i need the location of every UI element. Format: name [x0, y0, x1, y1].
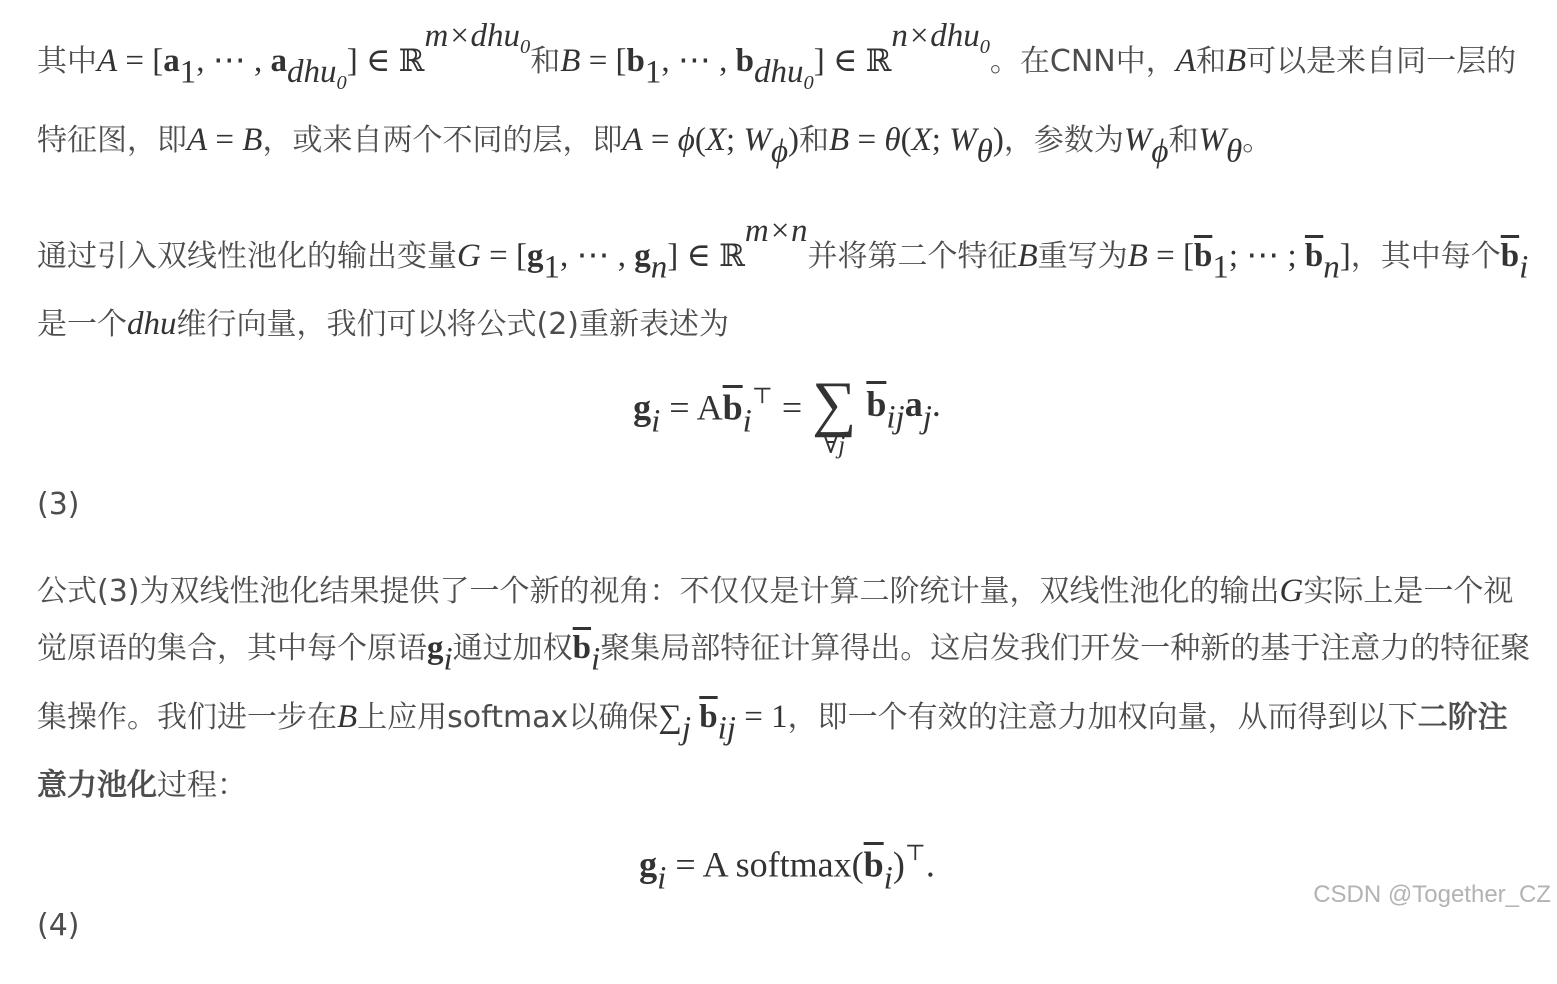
- text: 和: [530, 43, 561, 79]
- text: ，即一个有效的注意力加权向量，从而得到以下: [787, 699, 1418, 735]
- text: 和: [799, 123, 830, 159]
- text: 通过引入双线性池化的输出变量: [37, 238, 457, 274]
- text: 和: [1195, 43, 1226, 79]
- text: 实际上是一个视觉原语的集合，其中每个原语: [37, 574, 1514, 667]
- text: 。: [1242, 123, 1273, 159]
- watermark: CSDN @Together_CZ: [1313, 881, 1551, 908]
- equation-number-3: (3): [37, 487, 80, 523]
- text: 并将第二个特征: [807, 238, 1018, 274]
- paragraph-2: 通过引入双线性池化的输出变量$G = [g_1$, ⋯ , $g_n$] ∈ ℝ$^{m\times n}$并将第二个特征B重写为$B = [\overline{b}_1$; ⋯ ; $\overline{b}_n$]，其中每个$\overline{b}_i$是一个dhu维行向量，我们可以将公式(2)重新表述为: [37, 213, 1529, 343]
- paragraph-1: 其中$A = [a_1$, ⋯ , $a_{dhu_0}$] ∈ ℝ$^{m\times dhu_0}$和$B = [b_1$, ⋯ , $b_{dhu_0}$] ∈ ℝ$^{n\times dhu_0}$。在CNN中，A和B可以是来自同一层的特征图，即A = B，或来自两个不同的层，即A = ϕ(X; $W_\phi$)和B = θ(X; $W_\theta$)，参数为$W_\phi$和$W_\theta$。: [37, 18, 1517, 170]
- text: 可以是来自同一层的特征图，即: [37, 43, 1517, 159]
- text: ，其中每个: [1350, 238, 1501, 274]
- text: 通过加权: [452, 631, 573, 667]
- equation-number-4: (4): [37, 908, 80, 944]
- text: ，或来自两个不同的层，即: [262, 123, 623, 159]
- equation-4: $g_i = A$ $softmax(\overline{b}_i)^⊤$.: [639, 840, 935, 897]
- text: 上应用softmax以确保: [357, 699, 659, 735]
- emphasis-term: 二阶注意力池化: [37, 699, 1508, 804]
- equation-3: $g_i = A\overline{b}_i^⊤$ = ∑ ∀j $\overline{b}_{ij}a_j$.: [633, 370, 941, 460]
- text: 聚集局部特征计算得出。这启发我们开发一种新的基于注意力的特征聚集操作。我们进一步在: [37, 631, 1531, 735]
- text: 和: [1168, 123, 1199, 159]
- sum-operator: ∑ ∀j: [812, 370, 857, 460]
- text: 公式(3)为双线性池化结果提供了一个新的视角：不仅仅是计算二阶统计量，双线性池化的输出: [37, 574, 1280, 610]
- text: ，参数为: [1003, 123, 1124, 159]
- text: 。在CNN中，: [989, 43, 1176, 79]
- text: 过程：: [157, 768, 247, 804]
- text: 是一个: [37, 307, 127, 343]
- paragraph-3: 公式(3)为双线性池化结果提供了一个新的视角：不仅仅是计算二阶统计量，双线性池化的输出G实际上是一个视觉原语的集合，其中每个原语$g_i$通过加权$\overline{b}_i$聚集局部特征计算得出。这启发我们开发一种新的基于注意力的特征聚集操作。我们进一步在B上应用softmax以确保$\sum_j$ $\overline{b}_{ij} = 1$，即一个有效的注意力加权向量，从而得到以下二阶注意力池化过程：: [37, 573, 1531, 804]
- article-body: [37, 8, 1537, 984]
- text: 其中: [37, 43, 97, 79]
- text: 重写为: [1037, 238, 1128, 274]
- text: 维行向量，我们可以将公式(2)重新表述为: [176, 307, 729, 343]
